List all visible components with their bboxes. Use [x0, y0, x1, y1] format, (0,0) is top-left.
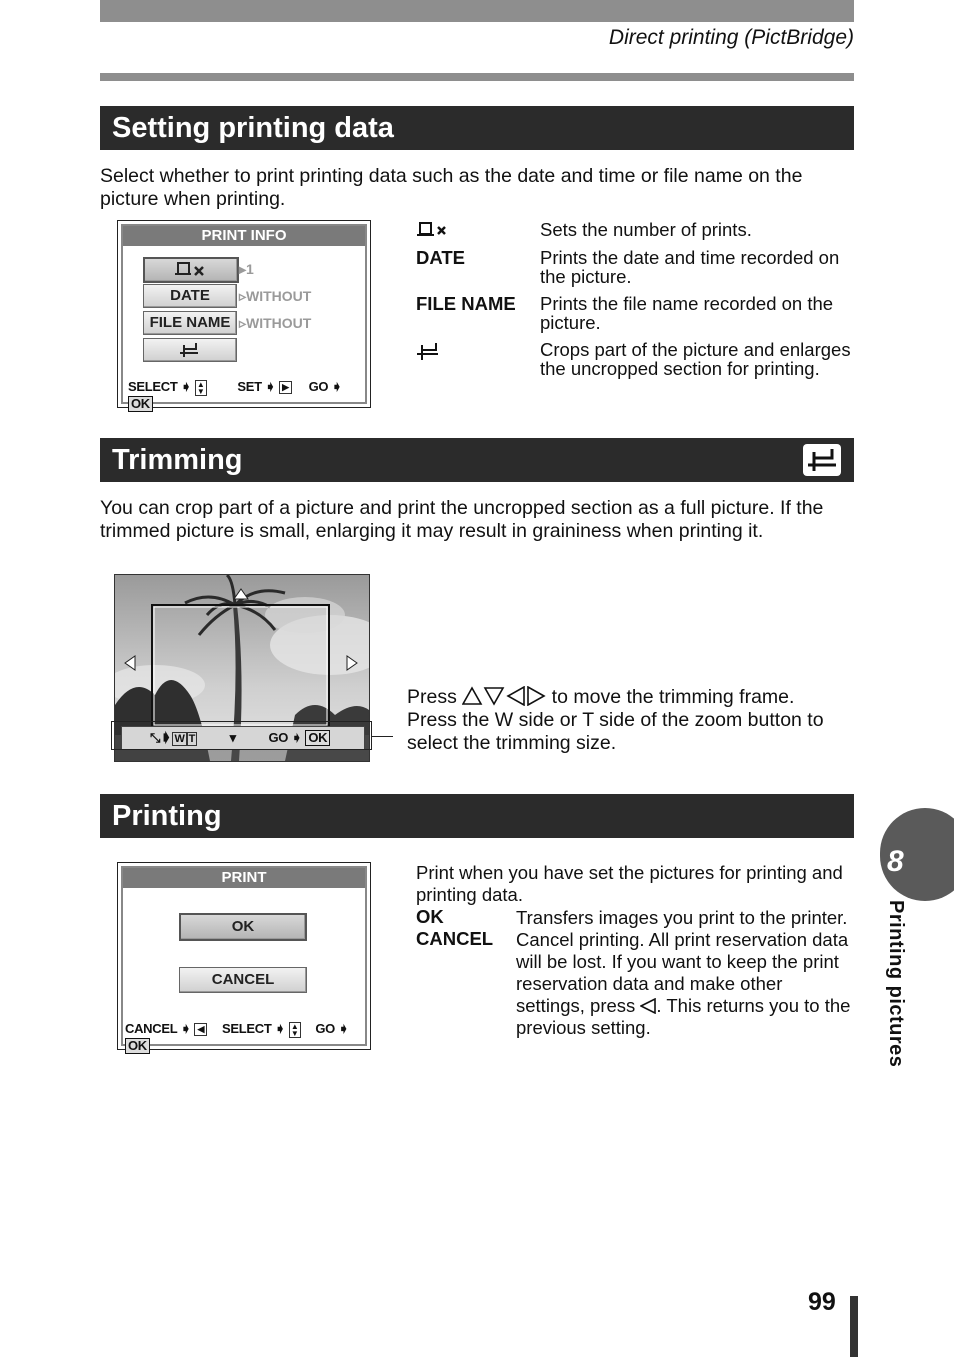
setting-intro: Select whether to print printing data such as the date and time or file name on the picture when printing.	[100, 165, 803, 210]
lcd-title: PRINT INFO	[123, 226, 365, 246]
definition-row	[416, 337, 856, 381]
definition-text: Crops part of the picture and enlarges the uncropped section for printing.	[540, 339, 851, 379]
up-down-icon: ▲ ▼	[289, 1022, 301, 1038]
page-number-bar	[850, 1296, 858, 1357]
page-number: 99	[808, 1288, 836, 1316]
arrow-icon: ➧	[291, 730, 302, 745]
arrow-icon: ➧	[338, 1021, 349, 1036]
left-arrow-icon	[640, 998, 656, 1014]
zoom-w-key: W	[174, 733, 185, 745]
arrow-icon: ➧	[265, 379, 276, 394]
definition-row	[416, 219, 856, 245]
lcd-frame	[121, 866, 367, 1053]
arrow-icon: ➧	[274, 1021, 286, 1036]
file-name-value: WITHOUT	[246, 315, 312, 331]
section-title: Trimming	[112, 444, 243, 476]
lcd-frame	[121, 224, 367, 411]
footer-select: SELECT	[221, 1021, 272, 1036]
trim-instruction-line1: Press to move the trimming frame.	[407, 686, 795, 708]
definition-text: Sets the number of prints.	[540, 219, 752, 240]
file-name-value-row: ▹WITHOUT	[239, 315, 312, 331]
definition-text: Prints the file name recorded on the picture.	[540, 293, 834, 333]
footer-go: GO	[268, 730, 289, 745]
resize-icon: ⤡	[150, 730, 161, 745]
header-rule-bottom	[100, 73, 854, 81]
definition-row	[416, 291, 856, 337]
date-value-row: ▹WITHOUT	[239, 288, 312, 304]
print-count-value-row: ▸1	[239, 261, 254, 277]
chapter-label: Printing pictures	[885, 900, 907, 1068]
footer-cancel: CANCEL	[125, 1021, 178, 1036]
footer-go: GO	[315, 1021, 335, 1036]
up-down-icon: ▲ ▼	[195, 380, 207, 396]
callout-box	[111, 721, 372, 750]
lcd-footer	[125, 1021, 365, 1054]
footer-select: SELECT	[128, 379, 178, 394]
definition-term: CANCEL	[416, 928, 494, 949]
down-arrow-icon: ▾	[229, 730, 236, 745]
callout-leader	[371, 736, 393, 737]
right-key-icon: ▶	[279, 381, 292, 394]
ok-key: OK	[128, 396, 153, 412]
running-title: Direct printing (PictBridge)	[608, 26, 854, 49]
ok-key: OK	[305, 730, 330, 746]
definition-text: Transfers images you print to the printer.	[516, 907, 848, 928]
arrow-icon: ➧	[331, 379, 343, 394]
trim-icon	[803, 444, 841, 476]
definition-text: Cancel printing. All print reservation data will be lost. If you want to keep the print reservation data and make other settings, press . This returns you to the previous setting.	[516, 929, 851, 1038]
section-title: Setting printing data	[112, 112, 394, 144]
left-key-icon: ◀	[194, 1023, 207, 1036]
date-option[interactable]: DATE	[143, 284, 237, 308]
trim-option[interactable]	[143, 338, 237, 362]
lcd-footer	[128, 379, 365, 412]
trim-instructions	[407, 686, 857, 755]
header-rule-top	[100, 0, 854, 22]
definition-term: DATE	[416, 247, 465, 268]
chapter-number: 8	[887, 845, 904, 878]
definition-term: FILE NAME	[416, 293, 516, 314]
zoom-t-key: T	[188, 733, 195, 745]
definition-row	[416, 928, 856, 1038]
print-count-icon	[173, 260, 209, 280]
footer-go: GO	[308, 379, 329, 394]
print-screen	[117, 862, 371, 1053]
trim-instruction-line2: Press the W side or T side of the zoom button to select the trimming size.	[407, 709, 824, 754]
section-header-printing	[100, 794, 854, 838]
definition-row	[416, 245, 856, 291]
definition-term: OK	[416, 906, 444, 927]
section-header-setting	[100, 106, 854, 150]
trim-icon	[416, 340, 442, 362]
trim-icon	[177, 340, 203, 360]
print-intro: Print when you have set the pictures for printing and printing data.	[416, 862, 843, 905]
arrow-keys-icon	[462, 686, 546, 706]
trimming-intro: You can crop part of a picture and print the uncropped section as a full picture. If the trimmed picture is small, enlarging it may result in graininess when printing it.	[100, 497, 824, 542]
print-count-option[interactable]	[143, 257, 239, 283]
file-name-option[interactable]: FILE NAME	[143, 311, 237, 335]
arrow-icon: ➧	[180, 379, 192, 394]
print-info-screen	[117, 220, 371, 411]
print-count-icon	[416, 219, 450, 241]
print-cancel-button[interactable]: CANCEL	[179, 967, 307, 993]
definition-text: Prints the date and time recorded on the picture.	[540, 247, 840, 287]
print-ok-button[interactable]: OK	[179, 913, 307, 941]
arrow-icon: ➧	[163, 730, 170, 745]
arrow-icon: ➧	[180, 1021, 192, 1036]
section-header-trimming	[100, 438, 854, 482]
section-title: Printing	[112, 800, 222, 832]
print-info-definitions	[416, 219, 856, 381]
trim-badge	[803, 444, 841, 476]
footer-set: SET	[237, 379, 262, 394]
print-description	[416, 862, 856, 1038]
ok-key: OK	[125, 1038, 150, 1054]
definition-row	[416, 906, 856, 928]
lcd-title: PRINT	[123, 868, 365, 888]
date-value: WITHOUT	[246, 288, 312, 304]
print-count-value: 1	[246, 261, 254, 277]
